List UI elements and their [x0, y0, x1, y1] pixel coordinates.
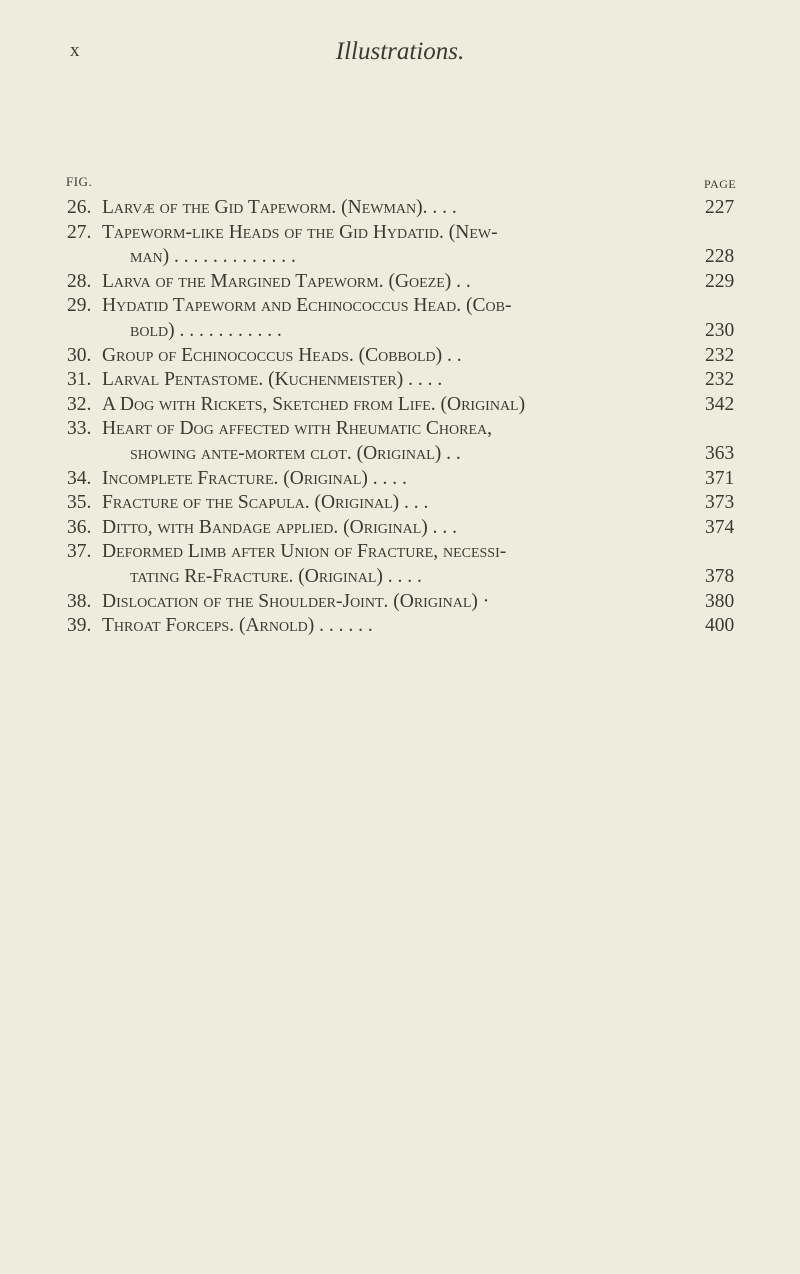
figure-caption: Larva of the Margined Tapeworm. (Goeze) . . [102, 270, 471, 292]
figure-number: 34. [67, 467, 92, 489]
figure-caption: A Dog with Rickets, Sketched from Life. (Original) [102, 393, 526, 415]
figure-number: 39. [67, 615, 92, 637]
entry-line [0, 270, 800, 295]
page-column-header: PAGE [704, 177, 737, 191]
figure-caption: Deformed Limb after Union of Fracture, necessi- [102, 541, 507, 563]
page-header [0, 38, 800, 78]
entry-line [0, 319, 800, 344]
figure-number: 29. [67, 295, 92, 317]
figure-caption: Heart of Dog affected with Rheumatic Chorea, [102, 418, 493, 440]
figure-caption: Tapeworm-like Heads of the Gid Hydatid. (New- [102, 221, 498, 243]
list-item [0, 614, 800, 639]
list-item [0, 270, 800, 295]
figure-number: 37. [67, 541, 92, 563]
figure-number: 36. [67, 516, 92, 538]
page-number: x [70, 40, 80, 61]
entry-line [0, 442, 800, 467]
entry-line [0, 368, 800, 393]
list-item [0, 590, 800, 615]
figure-number: 30. [67, 344, 92, 366]
page-reference: 228 [705, 246, 735, 268]
list-item [0, 467, 800, 492]
entry-line [0, 491, 800, 516]
entry-line [0, 196, 800, 221]
figure-caption: Ditto, with Bandage applied. (Original) . . . [102, 516, 458, 538]
list-item [0, 516, 800, 541]
figure-number: 35. [67, 492, 92, 514]
page-reference: 232 [705, 369, 735, 391]
list-item [0, 540, 800, 589]
figure-caption: tating Re-Fracture. (Original) . . . . [130, 565, 422, 587]
entry-line [0, 344, 800, 369]
figure-number: 28. [67, 270, 92, 292]
figure-caption: showing ante-mortem clot. (Original) . . [130, 442, 461, 464]
entry-line [0, 614, 800, 639]
list-item [0, 196, 800, 221]
list-item [0, 491, 800, 516]
page-reference: 227 [705, 197, 735, 218]
running-title: Illustrations. [335, 38, 465, 65]
page-reference: 380 [705, 590, 735, 612]
figure-number: 33. [67, 418, 92, 440]
figure-caption: Group of Echinococcus Heads. (Cobbold) . . [102, 344, 462, 366]
list-item [0, 221, 800, 270]
page-reference: 400 [705, 615, 735, 637]
fig-column-header: FIG. [66, 174, 93, 189]
figure-caption: Throat Forceps. (Arnold) . . . . . . [102, 615, 373, 637]
page-reference: 371 [705, 467, 735, 489]
entry-line [0, 417, 800, 442]
figure-caption: Larval Pentastome. (Kuchenmeister) . . . . [102, 369, 443, 391]
figure-caption: Dislocation of the Shoulder-Joint. (Original) · [102, 590, 490, 612]
page-reference: 230 [705, 319, 735, 341]
entry-line [0, 393, 800, 418]
page-reference: 374 [705, 516, 735, 538]
figure-number: 32. [67, 393, 92, 415]
page-reference: 373 [705, 492, 735, 514]
list-item [0, 393, 800, 418]
list-item [0, 417, 800, 466]
figure-caption: Larvæ of the Gid Tapeworm. (Newman). . . . [102, 197, 457, 218]
entry-line [0, 590, 800, 615]
figure-caption: Hydatid Tapeworm and Echinococcus Head. (Cob- [102, 295, 512, 317]
list-item [0, 344, 800, 369]
list-item [0, 368, 800, 393]
entry-line [0, 245, 800, 270]
entry-line [0, 540, 800, 565]
page-reference: 363 [705, 442, 735, 464]
page-reference: 232 [705, 344, 735, 366]
list-item [0, 294, 800, 343]
page-reference: 229 [705, 270, 735, 292]
illustrations-list [0, 196, 800, 639]
figure-number: 31. [67, 369, 92, 391]
entry-line [0, 221, 800, 246]
page-reference: 378 [705, 565, 735, 587]
entry-line [0, 516, 800, 541]
figure-number: 38. [67, 590, 92, 612]
page-reference: 342 [705, 393, 735, 415]
entry-line [0, 294, 800, 319]
figure-caption: Incomplete Fracture. (Original) . . . . [102, 467, 407, 489]
figure-number: 27. [67, 221, 92, 243]
figure-number: 26. [67, 197, 92, 218]
entry-line [0, 565, 800, 590]
entry-line [0, 467, 800, 492]
figure-caption: Fracture of the Scapula. (Original) . . . [102, 492, 429, 514]
figure-caption: bold) . . . . . . . . . . . [130, 319, 282, 341]
figure-caption: man) . . . . . . . . . . . . . [130, 246, 296, 268]
